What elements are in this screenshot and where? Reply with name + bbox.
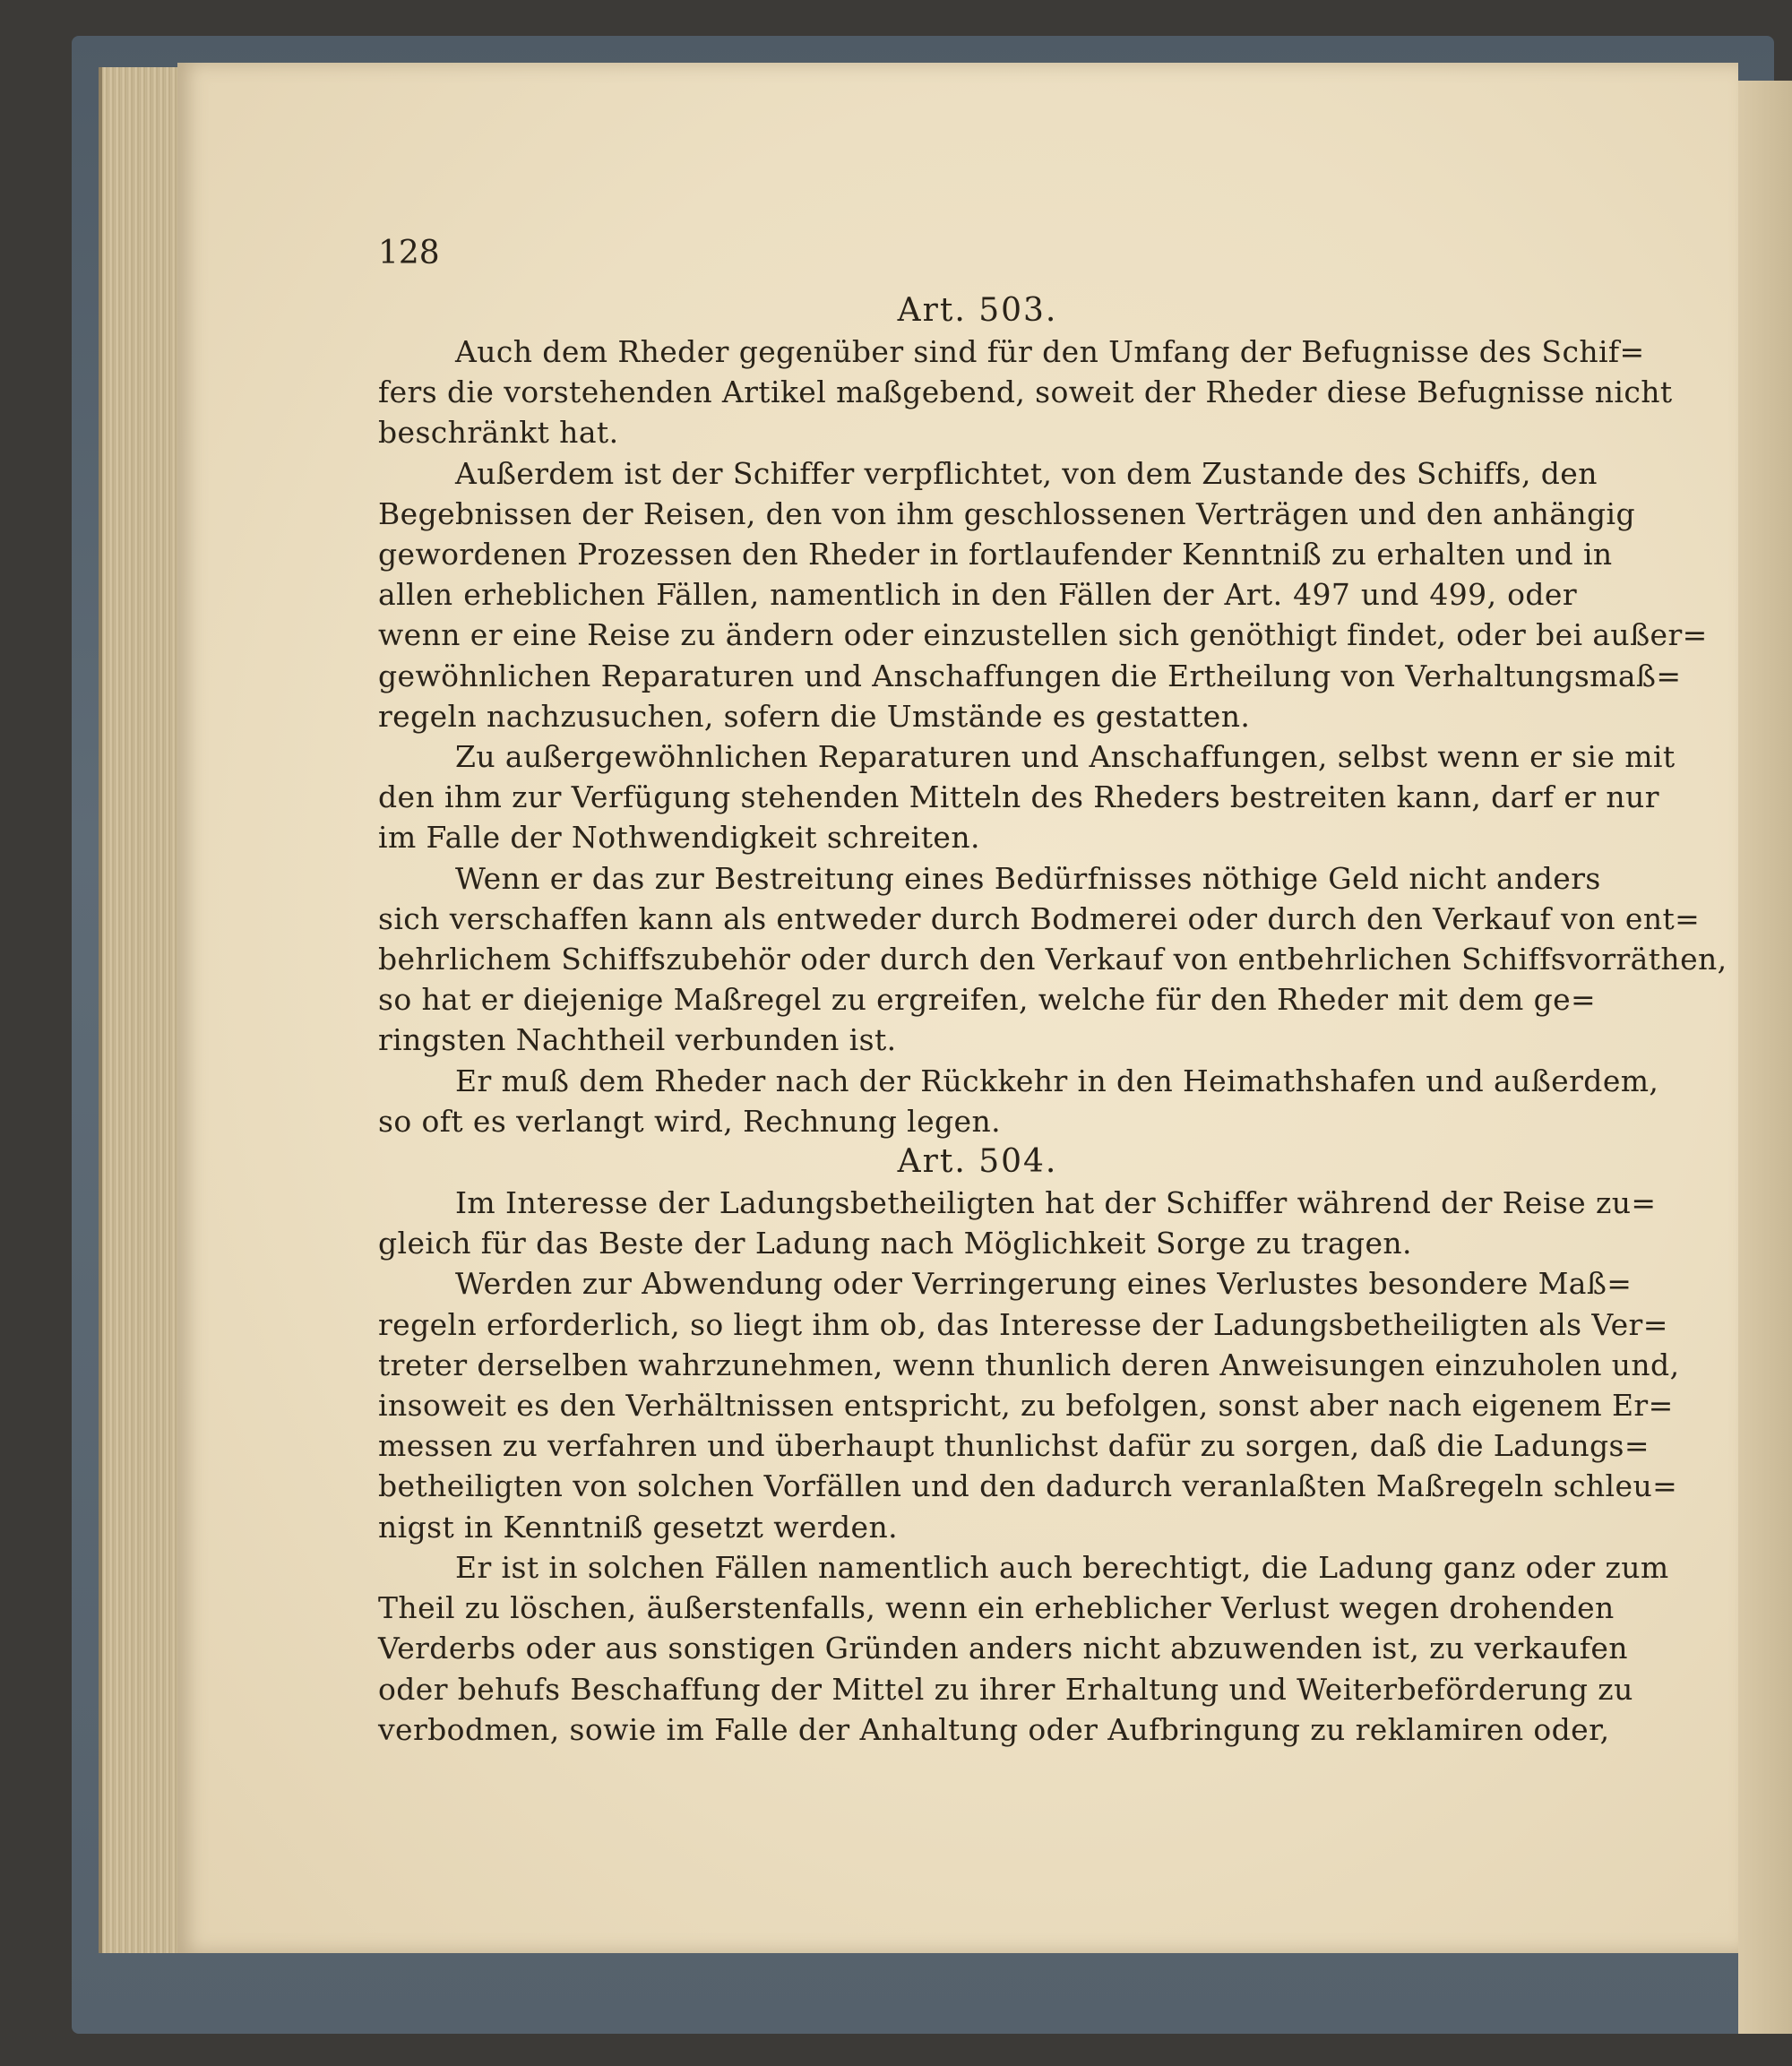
text-line: treter derselben wahrzunehmen, wenn thunlich deren Anweisungen einzuholen und, bbox=[378, 1347, 1680, 1382]
text-line: insoweit es den Verhältnissen entspricht, zu befolgen, sonst aber nach eigenem Er= bbox=[378, 1388, 1674, 1424]
paragraph bbox=[378, 453, 1708, 736]
paragraph bbox=[378, 736, 1676, 858]
text-line: fers die vorstehenden Artikel maßgebend, soweit der Rheder diese Befugnisse nicht bbox=[378, 374, 1673, 410]
text-line: Im Interesse der Ladungsbetheiligten hat der Schiffer während der Reise zu= bbox=[455, 1185, 1657, 1221]
text-line: Er ist in solchen Fällen namentlich auch berechtigt, die Ladung ganz oder zum bbox=[455, 1549, 1669, 1585]
article-heading: Art. 504. bbox=[897, 1143, 1058, 1181]
text-line: so oft es verlangt wird, Rechnung legen. bbox=[378, 1103, 1002, 1139]
paragraph bbox=[378, 1547, 1669, 1750]
text-line: Außerdem ist der Schiffer verpflichtet, von dem Zustande des Schiffs, den bbox=[455, 455, 1598, 491]
text-line: messen zu verfahren und überhaupt thunlichst dafür zu sorgen, daß die Ladungs= bbox=[378, 1428, 1650, 1464]
text-line: Theil zu löschen, äußerstenfalls, wenn ein erheblicher Verlust wegen drohenden bbox=[378, 1590, 1615, 1626]
paragraph bbox=[378, 858, 1727, 1061]
text-line: gleich für das Beste der Ladung nach Möglichkeit Sorge zu tragen. bbox=[378, 1226, 1412, 1261]
text-line: Verderbs oder aus sonstigen Gründen anders nicht abzuwenden ist, zu verkaufen bbox=[378, 1631, 1628, 1666]
text-line: Wenn er das zur Bestreitung eines Bedürfnisses nöthige Geld nicht anders bbox=[455, 860, 1601, 896]
text-line: ringsten Nachtheil verbunden ist. bbox=[378, 1022, 897, 1058]
paragraph bbox=[378, 1061, 1659, 1141]
paragraph bbox=[378, 331, 1673, 453]
text-line: regeln erforderlich, so liegt ihm ob, das Interesse der Ladungsbetheiligten als Ver= bbox=[378, 1306, 1668, 1342]
text-line: gewöhnlichen Reparaturen und Anschaffungen die Ertheilung von Verhaltungsmaß= bbox=[378, 658, 1682, 693]
text-line: beschränkt hat. bbox=[378, 415, 619, 451]
text-line: gewordenen Prozessen den Rheder in fortlaufender Kenntniß zu erhalten und in bbox=[378, 537, 1613, 572]
text-line: Er muß dem Rheder nach der Rückkehr in den Heimathshafen und außerdem, bbox=[455, 1063, 1659, 1098]
text-line: wenn er eine Reise zu ändern oder einzustellen sich genöthigt findet, oder bei außer= bbox=[378, 617, 1708, 653]
text-line: nigst in Kenntniß gesetzt werden. bbox=[378, 1509, 898, 1545]
paragraph bbox=[378, 1263, 1680, 1546]
paragraph bbox=[378, 1183, 1657, 1263]
page-number: 128 bbox=[378, 235, 440, 271]
text-line: im Falle der Nothwendigkeit schreiten. bbox=[378, 820, 980, 856]
article-heading: Art. 503. bbox=[897, 292, 1058, 329]
text-line: oder behufs Beschaffung der Mittel zu ihrer Erhaltung und Weiterbeförderung zu bbox=[378, 1671, 1633, 1707]
text-line: behrlichem Schiffszubehör oder durch den Verkauf von entbehrlichen Schiffsvorräthen, bbox=[378, 942, 1727, 977]
text-line: Begebnissen der Reisen, den von ihm geschlossenen Verträgen und den anhängig bbox=[378, 495, 1636, 531]
text-line: Auch dem Rheder gegenüber sind für den Umfang der Befugnisse des Schif= bbox=[455, 334, 1645, 369]
page-text bbox=[378, 235, 1727, 1750]
text-line: den ihm zur Verfügung stehenden Mitteln des Rheders bestreiten kann, darf er nur bbox=[378, 779, 1659, 815]
text-line: Zu außergewöhnlichen Reparaturen und Anschaffungen, selbst wenn er sie mit bbox=[455, 739, 1676, 775]
text-line: so hat er diejenige Maßregel zu ergreifen, welche für den Rheder mit dem ge= bbox=[378, 982, 1597, 1018]
text-line: sich verschaffen kann als entweder durch Bodmerei oder durch den Verkauf von ent= bbox=[378, 900, 1701, 936]
text-line: verbodmen, sowie im Falle der Anhaltung oder Aufbringung zu reklamiren oder, bbox=[378, 1711, 1610, 1747]
text-line: regeln nachzusuchen, sofern die Umstände es gestatten. bbox=[378, 698, 1251, 734]
text-line: allen erheblichen Fällen, namentlich in den Fällen der Art. 497 und 499, oder bbox=[378, 577, 1577, 613]
page-edges bbox=[99, 67, 183, 1953]
text-line: Werden zur Abwendung oder Verringerung eines Verlustes besondere Maß= bbox=[455, 1266, 1633, 1302]
facing-page-edge bbox=[1738, 81, 1792, 2034]
text-line: betheiligten von solchen Vorfällen und den dadurch veranlaßten Maßregeln schleu= bbox=[378, 1468, 1678, 1504]
